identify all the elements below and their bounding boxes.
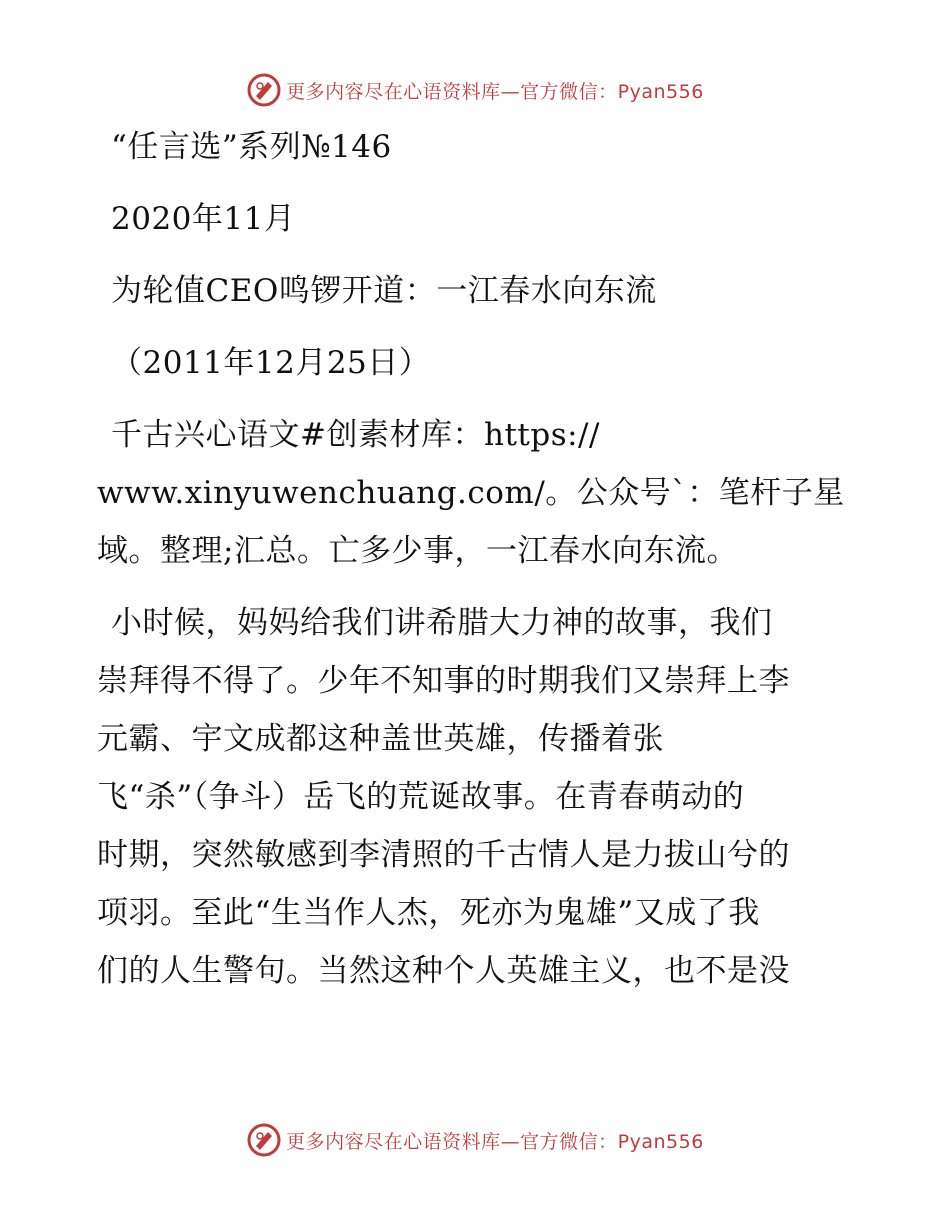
body-line-3: 元霸、宇文成都这种盖世英雄，传播着张 <box>97 721 664 757</box>
footer-watermark <box>0 1120 950 1160</box>
body-line-1: 小时候，妈妈给我们讲希腊大力神的故事，我们 <box>111 605 773 641</box>
seal-logo-icon <box>246 72 282 108</box>
body-line-4: 飞“杀”（争斗）岳飞的荒诞故事。在青春萌动的 <box>97 779 745 815</box>
doc-title: 为轮值CEO鸣锣开道：一江春水向东流 <box>111 273 657 309</box>
seal-logo-icon <box>246 1122 282 1158</box>
source-line-3: 域。整理;汇总。亡多少事，一江春水向东流。 <box>97 533 738 569</box>
body-line-2: 崇拜得不得了。少年不知事的时期我们又崇拜上李 <box>97 663 790 699</box>
source-line-2: www.xinyuwenchuang.com/。公众号`：笔杆子星 <box>97 475 845 511</box>
body-line-6: 项羽。至此“生当作人杰，死亦为鬼雄”又成了我 <box>97 895 760 931</box>
body-line-5: 时期，突然敏感到李清照的千古情人是力拔山兮的 <box>97 837 790 873</box>
watermark-text: 更多内容尽在心语资料库—官方微信：Pyan556 <box>286 1130 704 1153</box>
doc-date: 2020年11月 <box>111 201 296 237</box>
watermark-text: 更多内容尽在心语资料库—官方微信：Pyan556 <box>286 80 704 103</box>
document-body <box>97 118 857 1000</box>
source-line-1: 千古兴心语文#创素材库：https:// <box>111 417 600 453</box>
header-watermark <box>0 70 950 110</box>
body-line-7: 们的人生警句。当然这种个人英雄主义，也不是没 <box>97 953 790 989</box>
series-label: “任言选”系列№146 <box>111 129 392 165</box>
doc-subdate: （2011年12月25日） <box>111 345 431 381</box>
